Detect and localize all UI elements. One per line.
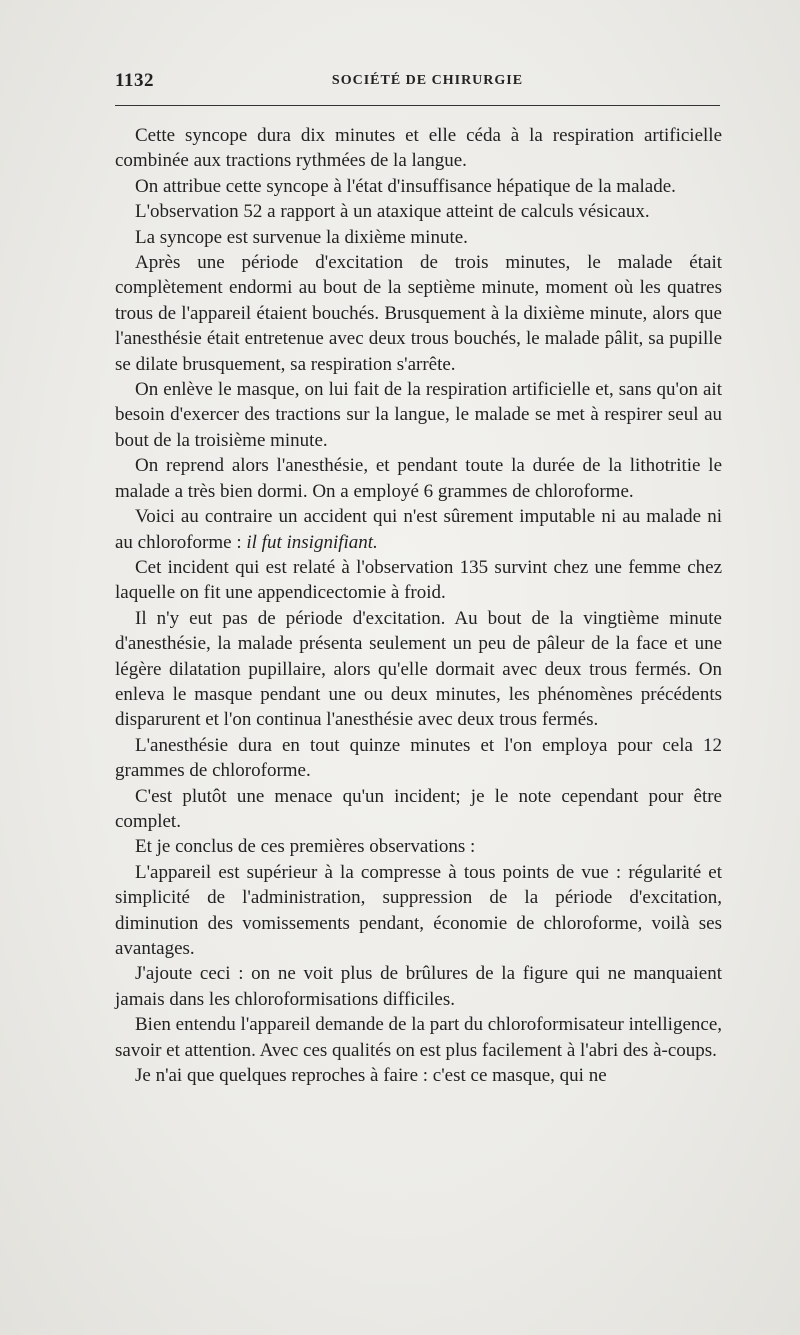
header-rule <box>115 105 720 106</box>
italic-phrase: il fut insignifiant. <box>246 531 378 553</box>
paragraph: Cette syncope dura dix minutes et elle céda à la respiration artificielle combinée aux tractions rythmées de la langue. <box>115 125 722 172</box>
page-header <box>115 70 720 94</box>
paragraph: La syncope est survenue la dixième minute. <box>135 226 468 248</box>
paragraph: On attribue cette syncope à l'état d'insuffisance hépatique de la malade. <box>135 175 676 197</box>
paragraph: Et je conclus de ces premières observations : <box>135 836 476 858</box>
paragraph: On enlève le masque, on lui fait de la respiration artificielle et, sans qu'on ait besoin d'exercer des tractions sur la langue, le malade se met à respirer seul au bout de la troisième minute. <box>115 379 722 451</box>
running-title: SOCIÉTÉ DE CHIRURGIE <box>331 73 524 88</box>
paragraph: Cet incident qui est relaté à l'observation 135 survint chez une femme chez laquelle on fit une appendicectomie à froid. <box>115 556 722 604</box>
paragraph: On reprend alors l'anesthésie, et pendant toute la durée de la lithotritie le malade a très bien dormi. On a employé 6 grammes de chloroforme. <box>115 455 722 502</box>
paragraph: Bien entendu l'appareil demande de la part du chloroformisateur intelligence, savoir et attention. Avec ces qualités on est plus facilement à l'abri des à-coups. <box>115 1014 722 1061</box>
paragraph: J'ajoute ceci : on ne voit plus de brûlures de la figure qui ne manquaient jamais dans les chloroformisations difficiles. <box>115 963 722 1010</box>
paragraph: Voici au contraire un accident qui n'est sûrement imputable ni au malade ni au chloroforme : il fut insignifiant. <box>115 506 722 553</box>
paragraph: L'appareil est supérieur à la compresse à tous points de vue : régularité et simplicité de l'administration, suppression de la période d'excitation, diminution des vomissements pendant, économie de chloroforme, voilà ses avantages. <box>115 861 722 959</box>
paragraph: Je n'ai que quelques reproches à faire : c'est ce masque, qui ne <box>135 1065 607 1087</box>
paragraph: Il n'y eut pas de période d'excitation. Au bout de la vingtième minute d'anesthésie, la malade présenta seulement un peu de pâleur de la face et une légère dilatation pupillaire, alors qu'elle dormait avec deux trous fermés. On enleva le masque pendant une ou deux minutes, les phénomènes précédents disparurent et l'on continua l'anesthésie avec deux trous fermés. <box>115 607 722 731</box>
paragraph: Après une période d'excitation de trois minutes, le malade était complètement endormi au bout de la septième minute, moment où les quatres trous de l'appareil étaient bouchés. Brusquement à la dixième minute, alors que l'anesthésie était entretenue avec deux trous bouchés, le malade pâlit, sa pupille se dilate brusquement, sa respiration s'arrête. <box>115 252 722 375</box>
body-text <box>115 123 722 1088</box>
paragraph: L'anesthésie dura en tout quinze minutes et l'on employa pour cela 12 grammes de chloroforme. <box>115 734 722 782</box>
paragraph: C'est plutôt une menace qu'un incident; je le note cependant pour être complet. <box>115 785 722 832</box>
paragraph: L'observation 52 a rapport à un ataxique atteint de calculs vésicaux. <box>135 201 650 223</box>
page-number: 1132 <box>115 70 154 91</box>
